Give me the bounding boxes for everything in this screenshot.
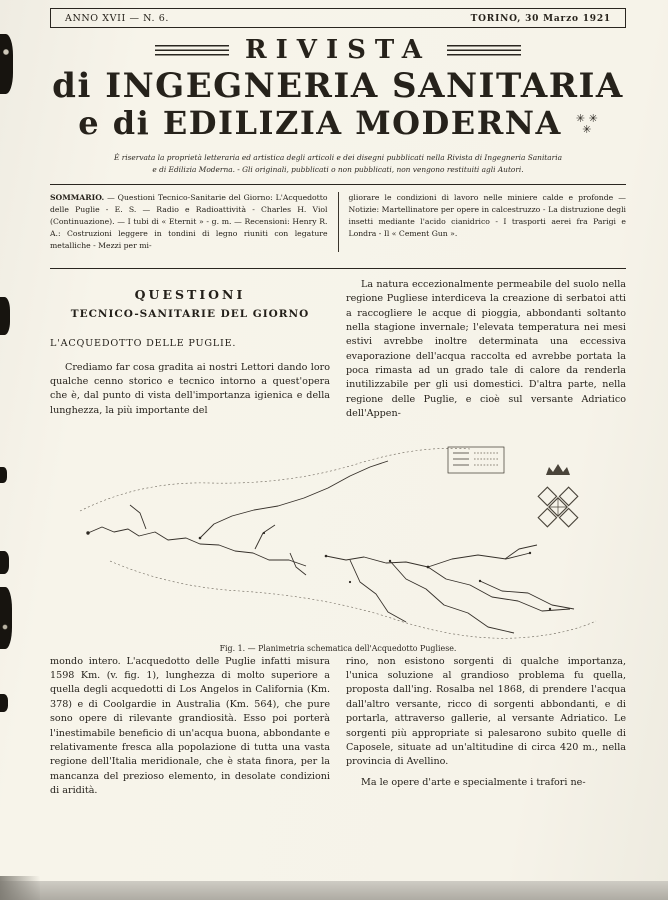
article-upper-columns bbox=[50, 278, 626, 428]
scan-artifact bbox=[0, 297, 10, 335]
issue-date: TORINO, 30 Marzo 1921 bbox=[470, 13, 611, 24]
heraldic-emblem-icon bbox=[528, 464, 589, 537]
article-title: L'ACQUEDOTTO DELLE PUGLIE. bbox=[50, 338, 237, 350]
article-col-right-lower bbox=[346, 655, 626, 805]
figure-caption: Fig. 1. — Planimetria schematica dell'Acquedotto Pugliese. bbox=[219, 643, 457, 653]
column-divider bbox=[338, 192, 339, 252]
map-network-lines bbox=[88, 461, 574, 633]
scanner-background bbox=[0, 881, 668, 900]
section-heading-line1: QUESTIONI bbox=[134, 286, 246, 302]
scan-artifact bbox=[0, 34, 13, 94]
title-flourish-right-icon bbox=[447, 45, 521, 56]
sommario-col-right: gliorare le condizioni di lavoro nelle miniere calde e profonde — Notizie: Martellinatore per opere in calcestruzzo - La distruzione degli insetti mediante l'acido cianidrico - I trasporti aerei fra Parigi e Londra - Il « Cement Gun ». bbox=[348, 193, 626, 238]
title-row-rivista bbox=[50, 37, 626, 64]
article-lower-columns bbox=[50, 655, 626, 805]
map-coastline-dotted bbox=[80, 448, 596, 638]
section-heading-line2: TECNICO-SANITARIE DEL GIORNO bbox=[70, 308, 310, 321]
scan-shadow bbox=[0, 876, 40, 900]
scan-artifact bbox=[0, 551, 9, 574]
title-block bbox=[50, 37, 626, 141]
sommario-section bbox=[50, 185, 626, 260]
star-ornament-icon bbox=[576, 113, 598, 135]
scan-artifact bbox=[0, 587, 12, 649]
article-paragraph: Crediamo far cosa gradita ai nostri Lettori dando loro qualche cenno storico e tecnico intorno a quest'opera che è, dal punto di vista dell'importanza igienica e della lunghezza, la più importante del bbox=[50, 361, 330, 416]
title-line-edilizia: e di EDILIZIA MODERNA bbox=[78, 104, 562, 143]
copyright-notice bbox=[50, 152, 626, 176]
article-paragraph: Ma le opere d'arte e specialmente i trafori ne- bbox=[361, 776, 586, 788]
crown-icon bbox=[546, 464, 570, 475]
sommario-left-text: — Questioni Tecnico-Sanitarie del Giorno: L'Acquedotto delle Puglie - E. S. — Radio e Radioattività - Charles H. Viol (Continuazione). — I tubi di « Eternit » - g. m. — Recensioni: Henry R. A.: Costruzioni leggere in tondini di legno riuniti con legature metalliche - Mezzi per mi- bbox=[50, 193, 328, 250]
article-col-right bbox=[346, 278, 626, 428]
aqueduct-map bbox=[50, 441, 626, 641]
article-paragraph: mondo intero. L'acquedotto delle Puglie infatti misura 1598 Km. (v. fig. 1), lunghezza di molto superiore a quella degli acquedotti di Los Angelos in California (Km. 378) e di Coolgardie in Australia (Km. 564), che pure sono opere di rilevante grandiosità. Esso poi porterà l'inestimabile beneficio di un'acqua buona, abbondante e relativamente fresca alla popolazione di tutta una vasta regione dell'Italia meridionale, che è stata finora, per la mancanza del prezioso elemento, in desolate condizioni di aridità. bbox=[50, 655, 330, 797]
copyright-line-2: e di Edilizia Moderna. - Gli originali, pubblicati o non pubblicati, non vengono restituiti agli Autori. bbox=[152, 164, 524, 174]
map-town-dots bbox=[86, 531, 551, 610]
masthead bbox=[50, 8, 626, 28]
copyright-line-1: È riservata la proprietà letteraria ed artistica degli articoli e dei disegni pubblicati nella Rivista di Ingegneria Sanitaria bbox=[114, 152, 562, 162]
title-line-ingegneria: di INGEGNERIA SANITARIA bbox=[52, 66, 624, 107]
title-row-edilizia bbox=[50, 104, 626, 143]
scan-artifact bbox=[0, 467, 7, 483]
title-flourish-left-icon bbox=[155, 45, 229, 56]
issue-number: ANNO XVII — N. 6. bbox=[65, 13, 169, 24]
aqueduct-map-figure bbox=[50, 441, 626, 653]
article-paragraph: rino, non esistono sorgenti di qualche importanza, l'unica soluzione al grandioso problema fu quella, proposta dall'ing. Rosalba nel 1868, di prendere l'acqua dall'altro versante, ricco di sorgenti abbondanti, e di portarla, attraverso gallerie, al versante Adriatico. Le sorgenti più appropriate si palesarono subito quelle di Caposele, situate ad un'altitudine di circa 420 m., nella provincia di Avellino. bbox=[346, 655, 626, 768]
article-col-left bbox=[50, 278, 330, 428]
star-row-bottom: ✳ bbox=[582, 122, 592, 136]
sommario-label: SOMMARIO. bbox=[50, 193, 105, 203]
article-col-left-lower bbox=[50, 655, 330, 805]
title-line-rivista: RIVISTA bbox=[245, 35, 431, 65]
map-legend bbox=[448, 447, 504, 473]
horizontal-rule-mid bbox=[50, 268, 626, 269]
star-row-top: ✳ ✳ bbox=[575, 111, 598, 125]
scan-artifact bbox=[0, 694, 8, 712]
article-paragraph: La natura eccezionalmente permeabile del suolo nella regione Pugliese interdiceva la creazione di serbatoi atti a raccogliere le acque di pioggia, abbondanti soltanto nella stagione invernale; l'elevata temperatura nei mesi estivi avrebbe inoltre determinata una eccessiva evaporazione dell'acqua raccolta ed avrebbe portata la poca rimasta ad un grado tale di calore da renderla inutilizzabile per gli usi domestici. D'altra parte, nella regione delle Puglie, e cioè sul versante Adriatico dell'Appen- bbox=[346, 278, 626, 420]
sommario-col-left bbox=[50, 192, 328, 252]
